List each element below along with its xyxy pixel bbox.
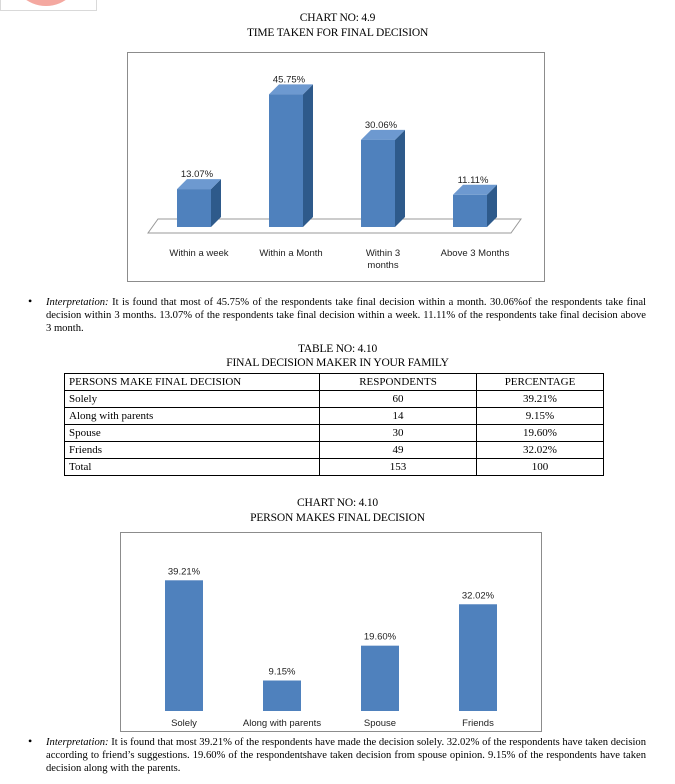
chart2-category-label: Solely: [171, 718, 197, 729]
table-cell: Friends: [65, 442, 320, 459]
logo-strip: [0, 0, 97, 11]
table-cell: 9.15%: [477, 408, 604, 425]
chart2-bar: [361, 646, 399, 711]
chart2-bar: [263, 681, 301, 712]
table-cell: 49: [320, 442, 477, 459]
chart2-bar: [459, 604, 497, 711]
chart1-bar-side: [395, 130, 405, 227]
chart2-svg: [121, 533, 541, 731]
chart1-number: CHART NO: 4.9: [299, 12, 376, 24]
chart2-title: PERSON MAKES FINAL DECISION: [250, 512, 425, 524]
chart2-data-label: 32.02%: [461, 590, 495, 602]
table-cell: 153: [320, 459, 477, 476]
bullet-2: •: [28, 734, 33, 748]
chart1-bar-side: [303, 84, 313, 227]
chart1-bar: [361, 140, 395, 227]
chart1-category-label: Within a week: [169, 248, 229, 259]
table-cell: 30: [320, 425, 477, 442]
chart1-bar: [177, 189, 211, 227]
chart1-data-label: 11.11%: [457, 174, 489, 186]
chart2-frame: [120, 532, 542, 732]
interpretation-1: [46, 296, 646, 335]
table-cell: 100: [477, 459, 604, 476]
table-row: [65, 391, 604, 408]
table-cell: 19.60%: [477, 425, 604, 442]
table-header-row: [65, 374, 604, 391]
decision-table: [64, 373, 604, 476]
table-cell: Along with parents: [65, 408, 320, 425]
logo-shape: [11, 0, 81, 6]
chart2-data-label: 39.21%: [167, 566, 201, 578]
table-row: [65, 408, 604, 425]
chart2-category-label: Along with parents: [242, 718, 322, 729]
table-cell: Solely: [65, 391, 320, 408]
chart2-bar: [165, 580, 203, 711]
chart2-number: CHART NO: 4.10: [297, 497, 378, 509]
chart1-category-label: Within a Month: [259, 248, 323, 259]
chart2-category-label: Friends: [462, 718, 494, 729]
interpretation-2-lead: Interpretation:: [46, 737, 109, 748]
table-cell: 39.21%: [477, 391, 604, 408]
interpretation-1-text: It is found that most of 45.75% of the respondents take final decision within a month. 30.06%of the respondents take final decision within 3 months. 13.07% of the respondents take final decision within a week. 11.11% of the respondents take final decision above 3 month.: [46, 297, 646, 334]
chart1-title: TIME TAKEN FOR FINAL DECISION: [246, 27, 429, 39]
table-header: PERCENTAGE: [477, 374, 604, 391]
table-cell: Spouse: [65, 425, 320, 442]
interpretation-2-text: It is found that most 39.21% of the respondents have made the decision solely. 32.02% of the respondents have taken decision according to friend’s suggestions. 19.60% of the respondentshave taken decision from spouse opinion. 9.15% of the respondents have taken decision along with the parents.: [46, 737, 646, 774]
chart1-svg: [128, 53, 544, 281]
chart1-frame: [127, 52, 545, 282]
chart1-data-label: 45.75%: [272, 74, 306, 86]
table-row: [65, 459, 604, 476]
chart1-bar: [269, 94, 303, 227]
table-cell: 14: [320, 408, 477, 425]
bullet-1: •: [28, 294, 33, 308]
chart2-data-label: 9.15%: [268, 666, 296, 678]
chart1-data-label: 30.06%: [364, 119, 398, 131]
table-cell: 32.02%: [477, 442, 604, 459]
table-cell: Total: [65, 459, 320, 476]
interpretation-2: [46, 736, 646, 775]
table-header: PERSONS MAKE FINAL DECISION: [65, 374, 320, 391]
table-title: FINAL DECISION MAKER IN YOUR FAMILY: [226, 357, 449, 369]
table-number: TABLE NO: 4.10: [297, 343, 377, 355]
table-header: RESPONDENTS: [320, 374, 477, 391]
chart1-data-label: 13.07%: [180, 169, 214, 181]
chart2-data-label: 19.60%: [363, 631, 397, 643]
chart1-bar: [453, 195, 487, 227]
chart2-category-label: Spouse: [363, 718, 397, 729]
interpretation-1-lead: Interpretation:: [46, 297, 109, 308]
table-cell: 60: [320, 391, 477, 408]
table-row: [65, 425, 604, 442]
chart1-category-label: Above 3 Months: [440, 248, 510, 259]
table-row: [65, 442, 604, 459]
chart1-category-label: Within 3 months: [365, 248, 401, 271]
